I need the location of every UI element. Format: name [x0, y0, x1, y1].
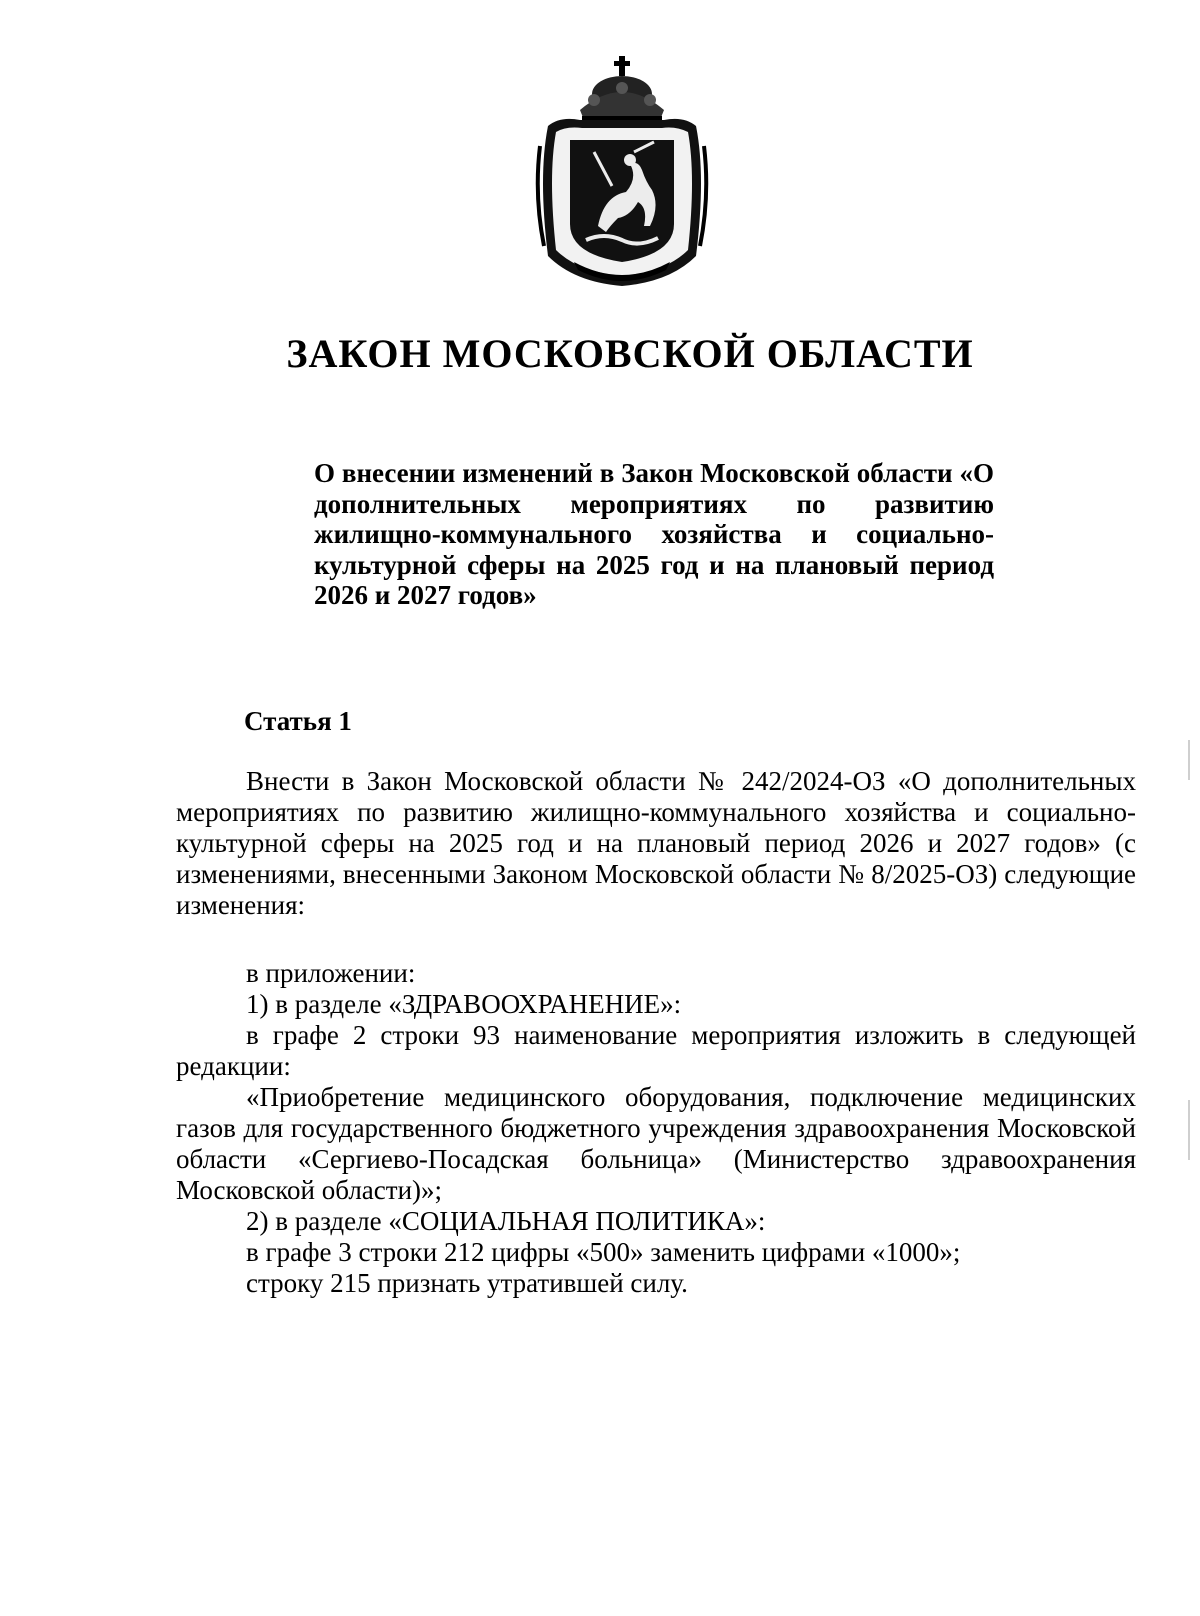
law-title: ЗАКОН МОСКОВСКОЙ ОБЛАСТИ: [286, 331, 974, 376]
scan-artifact: [1188, 1100, 1190, 1160]
article-item: 2) в разделе «СОЦИАЛЬНАЯ ПОЛИТИКА»:: [246, 1206, 766, 1236]
article-item: в графе 3 строки 212 цифры «500» заменить цифрами «1000»;: [246, 1237, 961, 1267]
coat-of-arms-icon: [534, 56, 710, 288]
law-subtitle: О внесении изменений в Закон Московской области «О дополнительных мероприятиях по развитию жилищно-коммунального хозяйства и социально-культурной сферы на 2025 год и на плановый период 2026 и 2027 годов»: [314, 458, 994, 610]
article-item: строку 215 признать утратившей силу.: [246, 1268, 688, 1298]
article-heading: Статья 1: [244, 706, 352, 736]
article-item: «Приобретение медицинского оборудования, подключение медицинских газов для государственного бюджетного учреждения здравоохранения Московской области «Сергиево-Посадская больница» (Министерство здравоохранения Московской области)»;: [176, 1082, 1136, 1205]
article-intro-block: [176, 766, 1136, 921]
article-item: в графе 2 строки 93 наименование мероприятия изложить в следующей редакции:: [176, 1020, 1136, 1081]
scan-artifact: [1188, 740, 1190, 780]
article-item: в приложении:: [246, 958, 416, 988]
article-items-block: [176, 958, 1136, 1299]
article-item: 1) в разделе «ЗДРАВООХРАНЕНИЕ»:: [246, 989, 682, 1019]
article-intro-paragraph: Внести в Закон Московской области № 242/2024-ОЗ «О дополнительных мероприятиях по развитию жилищно-коммунального хозяйства и социально-культурной сферы на 2025 год и на плановый период 2026 и 2027 годов» (с изменениями, внесенными Законом Московской области № 8/2025-ОЗ) следующие изменения:: [176, 766, 1136, 920]
